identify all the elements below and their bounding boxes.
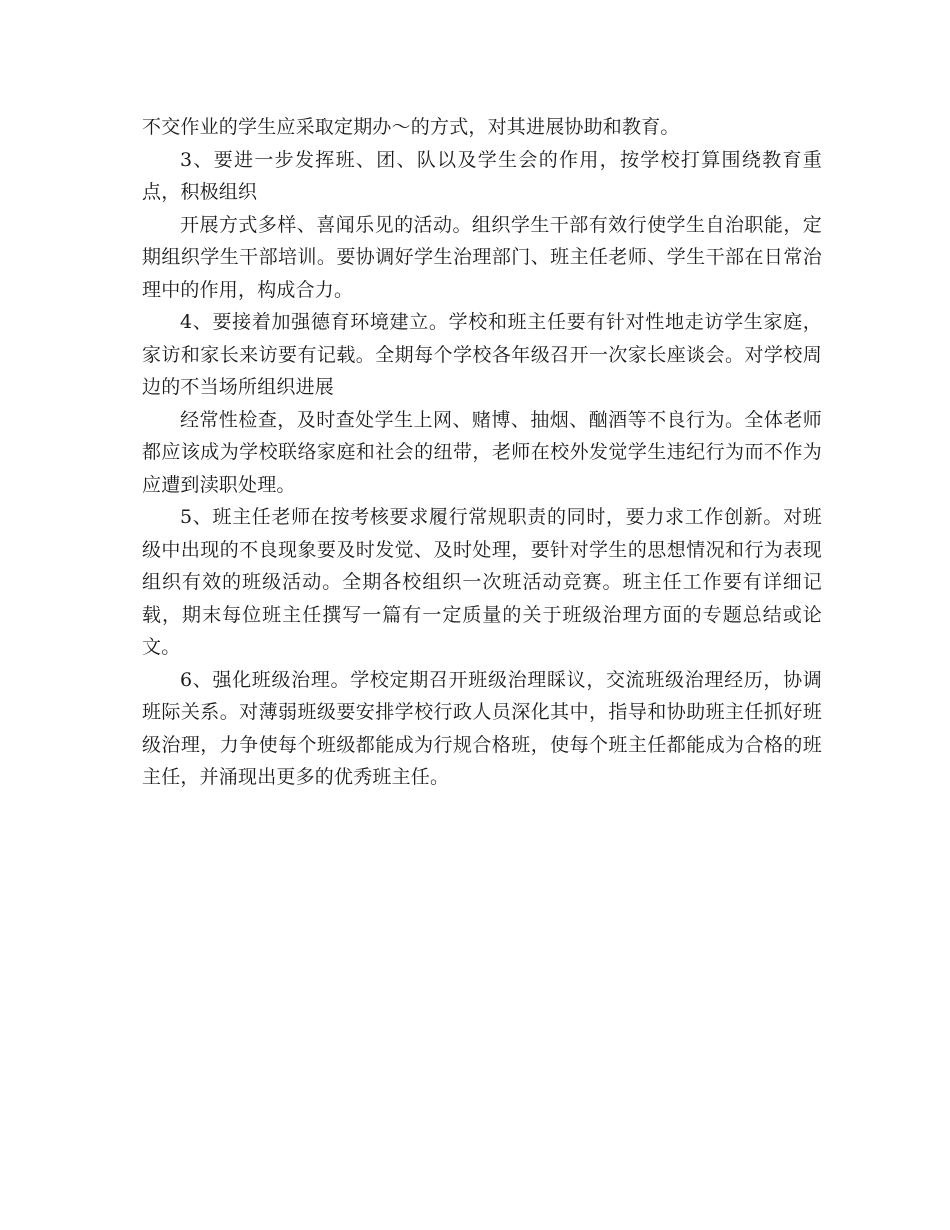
paragraph-item-4-continued: 经常性检查，及时查处学生上网、赌博、抽烟、酗酒等不良行为。全体老师都应该成为学校联络家庭和社会的纽带，老师在校外发觉学生违纪行为而不作为应遭到渎职处理。 (142, 408, 822, 496)
document-body (142, 111, 822, 794)
paragraph-item-4: 4、要接着加强德育环境建立。学校和班主任要有针对性地走访学生家庭，家访和家长来访要有记载。全期每个学校各年级召开一次家长座谈会。对学校周边的不当场所组织进展 (142, 311, 822, 398)
paragraph-item-3: 3、要进一步发挥班、团、队以及学生会的作用，按学校打算围绕教育重点，积极组织 (142, 148, 822, 203)
paragraph-continuation: 不交作业的学生应采取定期办～的方式，对其进展协助和教育。 (142, 116, 680, 138)
paragraph-item-6: 6、强化班级治理。学校定期召开班级治理睬议，交流班级治理经历，协调班际关系。对薄弱班级要安排学校行政人员深化其中，指导和协助班主任抓好班级治理，力争使每个班级都能成为行规合格班，使每个班主任都能成为合格的班主任，并涌现出更多的优秀班主任。 (142, 668, 822, 788)
paragraph-item-5: 5、班主任老师在按考核要求履行常规职责的同时，要力求工作创新。对班级中出现的不良现象要及时发觉、及时处理，要针对学生的思想情况和行为表现组织有效的班级活动。全期各校组织一次班活动竞赛。班主任工作要有详细记载，期末每位班主任撰写一篇有一定质量的关于班级治理方面的专题总结或论文。 (142, 506, 822, 658)
paragraph-item-3-continued: 开展方式多样、喜闻乐见的活动。组织学生干部有效行使学生自治职能，定期组织学生干部培训。要协调好学生治理部门、班主任老师、学生干部在日常治理中的作用，构成合力。 (142, 213, 822, 301)
